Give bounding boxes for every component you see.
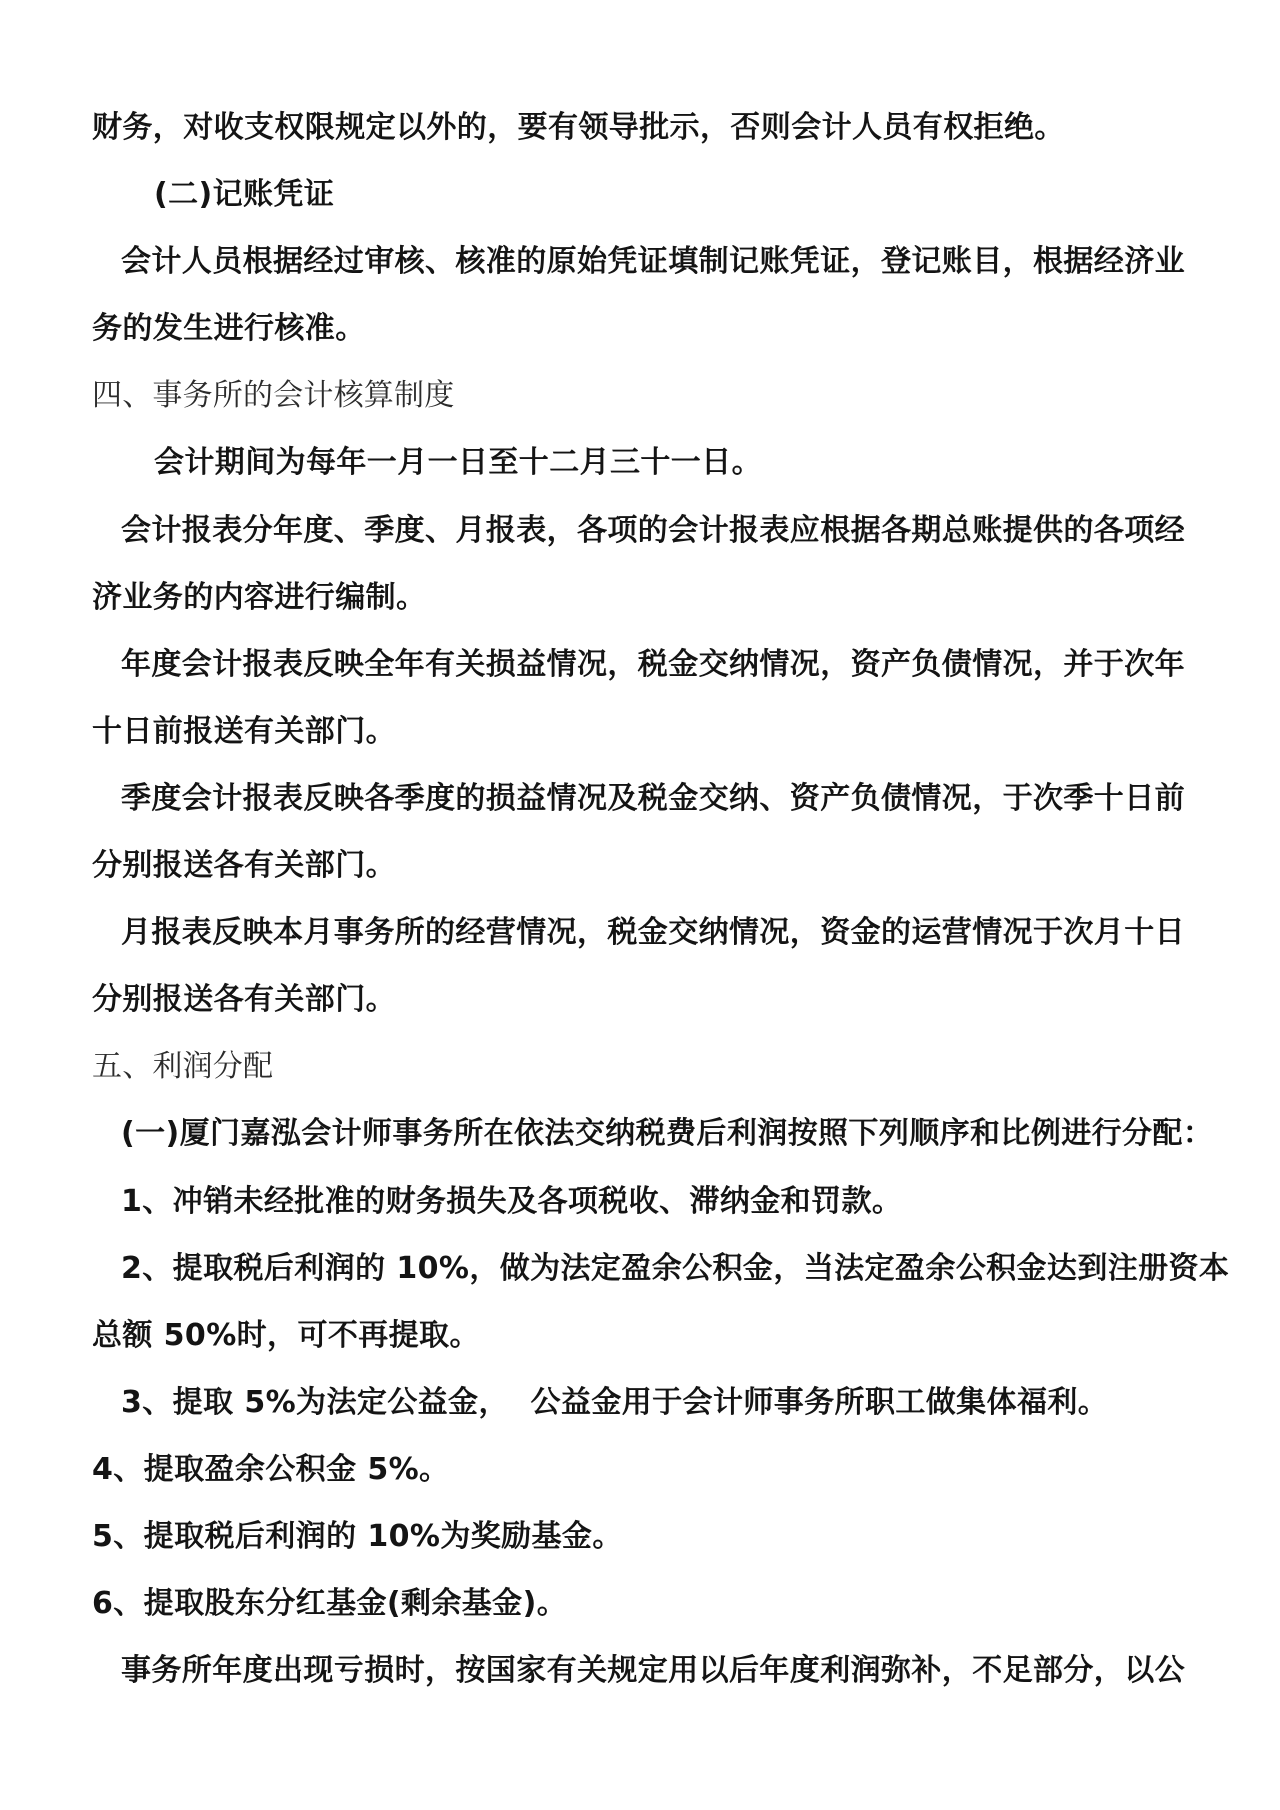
text-line: 5、提取税后利润的 10%为奖励基金。 bbox=[92, 1518, 623, 1554]
list-item-6 bbox=[0, 1570, 1280, 1637]
paragraph-report-types bbox=[0, 497, 1280, 631]
section-heading-profit-distribution bbox=[0, 1033, 1280, 1100]
paragraph-voucher-preparation bbox=[0, 228, 1280, 362]
text-line: 分别报送各有关部门。 bbox=[92, 848, 396, 884]
paragraph-distribution-order bbox=[0, 1100, 1280, 1167]
text-line: 月报表反映本月事务所的经营情况，税金交纳情况，资金的运营情况于次月十日 bbox=[121, 915, 1185, 951]
section-heading-accounting-system bbox=[0, 362, 1280, 429]
text-line: 年度会计报表反映全年有关损益情况，税金交纳情况，资产负债情况，并于次年 bbox=[121, 646, 1185, 682]
list-item-1 bbox=[0, 1168, 1280, 1235]
text-line: 会计期间为每年一月一日至十二月三十一日。 bbox=[154, 445, 762, 481]
paragraph-monthly-report bbox=[0, 899, 1280, 1033]
text-line: 2、提取税后利润的 10%，做为法定盈余公积金，当法定盈余公积金达到注册资本 bbox=[121, 1250, 1230, 1286]
text-line: 总额 50%时，可不再提取。 bbox=[92, 1317, 480, 1353]
subheading-bookkeeping-voucher bbox=[0, 161, 1280, 228]
text-line: 3、提取 5%为法定公益金， 公益金用于会计师事务所职工做集体福利。 bbox=[121, 1384, 1109, 1420]
paragraph-approval-continuation bbox=[0, 94, 1280, 161]
text-line: (一)厦门嘉泓会计师事务所在依法交纳税费后利润按照下列顺序和比例进行分配： bbox=[121, 1116, 1214, 1152]
paragraph-annual-report bbox=[0, 631, 1280, 765]
paragraph-accounting-period bbox=[0, 429, 1280, 496]
text-line: 十日前报送有关部门。 bbox=[92, 713, 396, 749]
text-line: 4、提取盈余公积金 5%。 bbox=[92, 1451, 450, 1487]
section-heading-text: 五、利润分配 bbox=[92, 1049, 274, 1085]
list-item-3 bbox=[0, 1369, 1280, 1436]
text-line: 会计报表分年度、季度、月报表，各项的会计报表应根据各期总账提供的各项经 bbox=[121, 512, 1185, 548]
text-line: 会计人员根据经过审核、核准的原始凭证填制记账凭证，登记账目，根据经济业 bbox=[121, 244, 1185, 280]
text-line: 事务所年度出现亏损时，按国家有关规定用以后年度利润弥补，不足部分，以公 bbox=[121, 1653, 1185, 1689]
list-item-5 bbox=[0, 1503, 1280, 1570]
text-line: 分别报送各有关部门。 bbox=[92, 982, 396, 1018]
text-line: 济业务的内容进行编制。 bbox=[92, 579, 427, 615]
text-line: 务的发生进行核准。 bbox=[92, 311, 366, 347]
text-line: 财务，对收支权限规定以外的，要有领导批示，否则会计人员有权拒绝。 bbox=[92, 110, 1065, 145]
text-line: 1、冲销未经批准的财务损失及各项税收、滞纳金和罚款。 bbox=[121, 1183, 903, 1219]
subheading-text: (二)记账凭证 bbox=[154, 177, 335, 213]
text-line: 季度会计报表反映各季度的损益情况及税金交纳、资产负债情况，于次季十日前 bbox=[121, 780, 1185, 816]
paragraph-quarterly-report bbox=[0, 765, 1280, 899]
list-item-2 bbox=[0, 1235, 1280, 1369]
text-line: 6、提取股东分红基金(剩余基金)。 bbox=[92, 1586, 568, 1622]
list-item-4 bbox=[0, 1436, 1280, 1503]
paragraph-loss-compensation bbox=[0, 1637, 1280, 1704]
section-heading-text: 四、事务所的会计核算制度 bbox=[92, 378, 455, 414]
